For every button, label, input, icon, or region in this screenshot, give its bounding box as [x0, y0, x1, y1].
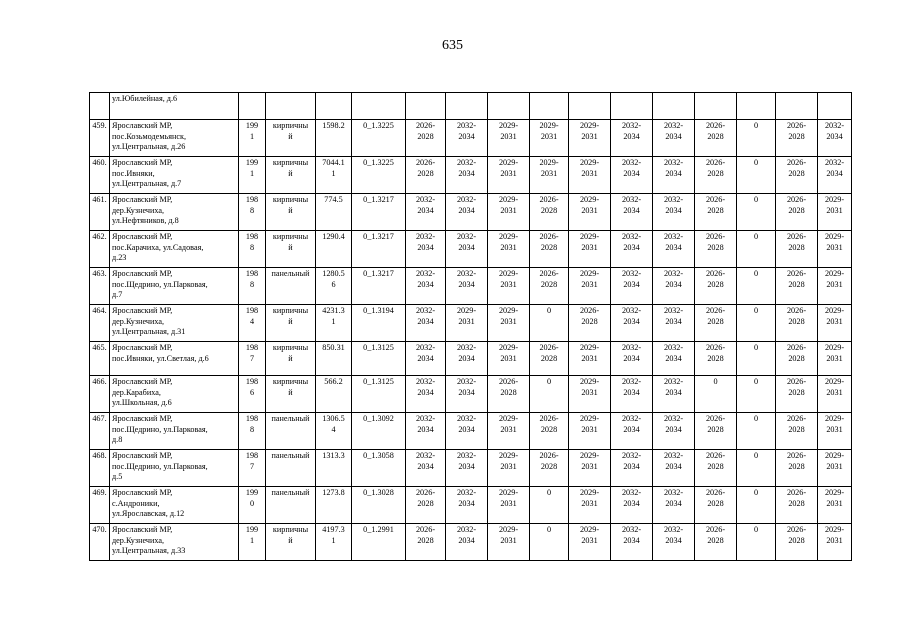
cell-period: 2029- 2031 [488, 487, 530, 524]
cell-period: 2029- 2031 [818, 342, 852, 376]
cell-period: 2029- 2031 [488, 305, 530, 342]
cell-period: 2026- 2028 [776, 120, 818, 157]
cell-area: 4197.3 1 [316, 524, 352, 561]
cell-material: панельный [266, 450, 316, 487]
cell-period: 2032- 2034 [446, 413, 488, 450]
cell-period: 2026- 2028 [695, 120, 737, 157]
cell-material: кирпичны й [266, 305, 316, 342]
table-row [90, 524, 852, 561]
cell-period: 2032- 2034 [446, 268, 488, 305]
cell-address: Ярославский МР, дер.Карабиха, ул.Школьная, д.6 [110, 376, 239, 413]
cell-material: кирпичны й [266, 194, 316, 231]
cell-period: 2029- 2031 [569, 450, 611, 487]
cell-material: панельный [266, 487, 316, 524]
cell-period: 0 [737, 376, 776, 413]
cell-address: Ярославский МР, дер.Кузнечиха, ул.Центральная, д.33 [110, 524, 239, 561]
cell-period: 2032- 2034 [406, 450, 446, 487]
cell-address: ул.Юбилейная, д.6 [110, 93, 239, 120]
cell-year: 198 4 [239, 305, 266, 342]
cell-period: 2026- 2028 [530, 450, 569, 487]
cell-period: 2029- 2031 [818, 376, 852, 413]
cell-period: 2029- 2031 [818, 231, 852, 268]
cell-period: 2026- 2028 [406, 524, 446, 561]
cell-period: 2029- 2031 [569, 120, 611, 157]
cell-period: 2032- 2034 [406, 268, 446, 305]
cell-period: 2026- 2028 [695, 268, 737, 305]
cell-period: 2032- 2034 [406, 342, 446, 376]
cell-period: 2032- 2034 [611, 305, 653, 342]
cell-index: 0_1.3217 [352, 268, 406, 305]
cell-period: 2029- 2031 [569, 342, 611, 376]
cell-area: 1313.3 [316, 450, 352, 487]
cell-period: 2032- 2034 [653, 268, 695, 305]
cell-area: 1306.5 4 [316, 413, 352, 450]
cell-num: 464. [90, 305, 110, 342]
table-row [90, 120, 852, 157]
cell-period: 2026- 2028 [776, 487, 818, 524]
cell-period: 2029- 2031 [569, 268, 611, 305]
cell-period: 2032- 2034 [611, 524, 653, 561]
cell-period: 0 [530, 487, 569, 524]
cell-period: 2032- 2034 [653, 450, 695, 487]
cell-num: 470. [90, 524, 110, 561]
cell-period: 2026- 2028 [695, 413, 737, 450]
table-row [90, 305, 852, 342]
cell-period: 2029- 2031 [569, 194, 611, 231]
cell-area: 850.31 [316, 342, 352, 376]
cell-num: 463. [90, 268, 110, 305]
cell-address: Ярославский МР, пос.Щедрино, ул.Парковая, д.8 [110, 413, 239, 450]
cell-num: 461. [90, 194, 110, 231]
cell-period: 2029- 2031 [569, 524, 611, 561]
table-row-continued [90, 93, 852, 120]
cell-period: 2026- 2028 [776, 268, 818, 305]
cell-period: 2026- 2028 [695, 231, 737, 268]
cell-period: 2032- 2034 [406, 305, 446, 342]
cell-year: 198 6 [239, 376, 266, 413]
table-row [90, 450, 852, 487]
cell-index: 0_1.3225 [352, 157, 406, 194]
cell-period: 2026- 2028 [488, 376, 530, 413]
cell-period: 2029- 2031 [569, 231, 611, 268]
cell-num: 469. [90, 487, 110, 524]
cell-num [90, 93, 110, 120]
cell-period: 2032- 2034 [446, 376, 488, 413]
cell-period: 0 [530, 376, 569, 413]
cell-period: 2032- 2034 [406, 376, 446, 413]
cell-period: 0 [737, 231, 776, 268]
cell-period: 2026- 2028 [569, 305, 611, 342]
cell-address: Ярославский МР, пос.Ивняки, ул.Светлая, д.6 [110, 342, 239, 376]
cell-year: 198 8 [239, 413, 266, 450]
cell-area: 7044.1 1 [316, 157, 352, 194]
cell-period: 2032- 2034 [611, 376, 653, 413]
cell-period: 2032- 2034 [653, 342, 695, 376]
cell-period: 2026- 2028 [530, 231, 569, 268]
cell-period: 2029- 2031 [818, 268, 852, 305]
cell-period: 2026- 2028 [776, 194, 818, 231]
cell-num: 466. [90, 376, 110, 413]
cell-period: 2029- 2031 [818, 305, 852, 342]
cell-period: 2026- 2028 [406, 120, 446, 157]
cell-period: 2029- 2031 [569, 157, 611, 194]
cell-period: 2029- 2031 [818, 413, 852, 450]
cell-address: Ярославский МР, пос.Щедрино, ул.Парковая, д.5 [110, 450, 239, 487]
cell-area: 1290.4 [316, 231, 352, 268]
cell-period: 2026- 2028 [776, 305, 818, 342]
cell-period: 2032- 2034 [446, 450, 488, 487]
cell-period: 2032- 2034 [653, 376, 695, 413]
table-row [90, 413, 852, 450]
cell-period: 2032- 2034 [446, 524, 488, 561]
cell-period: 2032- 2034 [653, 413, 695, 450]
cell-period: 2029- 2031 [488, 524, 530, 561]
cell-period: 2029- 2031 [488, 120, 530, 157]
cell-period: 0 [737, 487, 776, 524]
cell-area: 1280.5 6 [316, 268, 352, 305]
cell-period: 2029- 2031 [569, 376, 611, 413]
cell-index: 0_1.3125 [352, 342, 406, 376]
table-row [90, 487, 852, 524]
cell-num: 460. [90, 157, 110, 194]
cell-index: 0_1.3028 [352, 487, 406, 524]
cell-period: 2032- 2034 [611, 450, 653, 487]
cell-index: 0_1.2991 [352, 524, 406, 561]
cell-address: Ярославский МР, пос.Ивняки, ул.Центральная, д.7 [110, 157, 239, 194]
cell-period: 2029- 2031 [530, 157, 569, 194]
cell-period: 0 [737, 194, 776, 231]
cell-period: 2032- 2034 [611, 157, 653, 194]
cell-period: 2029- 2031 [488, 268, 530, 305]
cell-area: 566.2 [316, 376, 352, 413]
cell-material: панельный [266, 268, 316, 305]
cell-period: 0 [737, 450, 776, 487]
cell-period: 2029- 2031 [818, 524, 852, 561]
cell-address: Ярославский МР, пос.Щедрино, ул.Парковая, д.7 [110, 268, 239, 305]
table-row [90, 376, 852, 413]
cell-period: 2026- 2028 [776, 524, 818, 561]
cell-material: кирпичны й [266, 231, 316, 268]
cell-index: 0_1.3194 [352, 305, 406, 342]
cell-num: 459. [90, 120, 110, 157]
cell-address: Ярославский МР, дер.Кузнечиха, ул.Нефтяников, д.8 [110, 194, 239, 231]
cell-period: 2026- 2028 [776, 342, 818, 376]
cell-period: 2032- 2034 [611, 231, 653, 268]
cell-period: 2032- 2034 [406, 194, 446, 231]
cell-period: 2032- 2034 [611, 268, 653, 305]
cell-area: 1273.8 [316, 487, 352, 524]
cell-period: 0 [737, 524, 776, 561]
cell-period: 0 [737, 268, 776, 305]
page-number: 635 [442, 38, 463, 53]
cell-period: 2026- 2028 [776, 376, 818, 413]
cell-period: 2032- 2034 [611, 487, 653, 524]
table-row [90, 268, 852, 305]
cell-address: Ярославский МР, пос.Козьмодемьянск, ул.Центральная, д.26 [110, 120, 239, 157]
cell-address: Ярославский МР, пос.Карачиха, ул.Садовая, д.23 [110, 231, 239, 268]
cell-period: 2032- 2034 [653, 120, 695, 157]
cell-period: 2032- 2034 [406, 413, 446, 450]
cell-period: 2032- 2034 [611, 413, 653, 450]
cell-period: 2032- 2034 [653, 524, 695, 561]
cell-period: 2026- 2028 [406, 487, 446, 524]
cell-period: 2032- 2034 [446, 120, 488, 157]
cell-year: 198 8 [239, 194, 266, 231]
cell-material: кирпичны й [266, 524, 316, 561]
cell-period: 2032- 2034 [653, 194, 695, 231]
cell-period: 0 [530, 524, 569, 561]
cell-period: 2032- 2034 [446, 342, 488, 376]
cell-period: 2029- 2031 [488, 413, 530, 450]
cell-period: 2026- 2028 [695, 487, 737, 524]
table-row [90, 194, 852, 231]
cell-year: 198 8 [239, 231, 266, 268]
cell-period: 2032- 2034 [611, 120, 653, 157]
cell-period: 2032- 2034 [818, 157, 852, 194]
cell-period: 2029- 2031 [488, 342, 530, 376]
cell-period: 2032- 2034 [446, 487, 488, 524]
cell-num: 467. [90, 413, 110, 450]
cell-period: 2026- 2028 [695, 450, 737, 487]
table-row [90, 342, 852, 376]
cell-period: 2029- 2031 [818, 487, 852, 524]
table-row [90, 231, 852, 268]
cell-period: 2032- 2034 [818, 120, 852, 157]
cell-index: 0_1.3217 [352, 194, 406, 231]
cell-material: кирпичны й [266, 376, 316, 413]
cell-address: Ярославский МР, с.Андроники, ул.Ярославская, д.12 [110, 487, 239, 524]
cell-period: 2029- 2031 [488, 194, 530, 231]
cell-period: 2029- 2031 [488, 450, 530, 487]
cell-num: 468. [90, 450, 110, 487]
cell-index: 0_1.3125 [352, 376, 406, 413]
cell-period: 2032- 2034 [446, 231, 488, 268]
cell-period: 2026- 2028 [530, 268, 569, 305]
cell-period: 2029- 2031 [818, 450, 852, 487]
cell-period: 2026- 2028 [776, 231, 818, 268]
cell-period: 2026- 2028 [776, 450, 818, 487]
cell-period: 2026- 2028 [695, 157, 737, 194]
cell-period: 2029- 2031 [488, 231, 530, 268]
cell-period: 2029- 2031 [530, 120, 569, 157]
cell-material: кирпичны й [266, 157, 316, 194]
cell-period: 2029- 2031 [569, 487, 611, 524]
cell-period: 2026- 2028 [776, 413, 818, 450]
cell-material: кирпичны й [266, 120, 316, 157]
cell-period: 2029- 2031 [569, 413, 611, 450]
cell-period: 2029- 2031 [488, 157, 530, 194]
cell-area: 1598.2 [316, 120, 352, 157]
cell-period: 2032- 2034 [653, 305, 695, 342]
housing-repair-table [89, 92, 852, 561]
cell-num: 465. [90, 342, 110, 376]
cell-period: 2032- 2034 [653, 487, 695, 524]
cell-address: Ярославский МР, дер.Кузнечиха, ул.Центральная, д.31 [110, 305, 239, 342]
cell-period: 2029- 2031 [818, 194, 852, 231]
cell-index: 0_1.3217 [352, 231, 406, 268]
cell-period: 0 [737, 305, 776, 342]
cell-year: 198 7 [239, 342, 266, 376]
cell-period: 0 [695, 376, 737, 413]
cell-period: 0 [530, 305, 569, 342]
cell-period: 2026- 2028 [530, 342, 569, 376]
cell-period: 2032- 2034 [611, 194, 653, 231]
cell-period: 2032- 2034 [611, 342, 653, 376]
cell-period: 2032- 2034 [446, 157, 488, 194]
cell-area: 774.5 [316, 194, 352, 231]
cell-period: 2026- 2028 [695, 194, 737, 231]
cell-period: 2026- 2028 [695, 342, 737, 376]
cell-period: 2026- 2028 [406, 157, 446, 194]
cell-index: 0_1.3225 [352, 120, 406, 157]
cell-period: 0 [737, 157, 776, 194]
cell-year: 199 1 [239, 120, 266, 157]
cell-period: 2026- 2028 [530, 194, 569, 231]
cell-material: кирпичны й [266, 342, 316, 376]
cell-year: 198 8 [239, 268, 266, 305]
table-row [90, 157, 852, 194]
cell-period: 2026- 2028 [530, 413, 569, 450]
cell-period: 2032- 2034 [406, 231, 446, 268]
cell-index: 0_1.3058 [352, 450, 406, 487]
cell-period: 0 [737, 342, 776, 376]
cell-area: 4231.3 1 [316, 305, 352, 342]
cell-year: 199 1 [239, 524, 266, 561]
cell-year: 199 1 [239, 157, 266, 194]
cell-period: 2026- 2028 [695, 305, 737, 342]
cell-index: 0_1.3092 [352, 413, 406, 450]
cell-period: 2026- 2028 [776, 157, 818, 194]
cell-period: 2029- 2031 [446, 305, 488, 342]
cell-material: панельный [266, 413, 316, 450]
cell-year: 199 0 [239, 487, 266, 524]
cell-period: 2032- 2034 [653, 157, 695, 194]
cell-period: 0 [737, 413, 776, 450]
cell-period: 2032- 2034 [653, 231, 695, 268]
cell-period: 2032- 2034 [446, 194, 488, 231]
cell-period: 2026- 2028 [695, 524, 737, 561]
cell-num: 462. [90, 231, 110, 268]
cell-period: 0 [737, 120, 776, 157]
cell-year: 198 7 [239, 450, 266, 487]
